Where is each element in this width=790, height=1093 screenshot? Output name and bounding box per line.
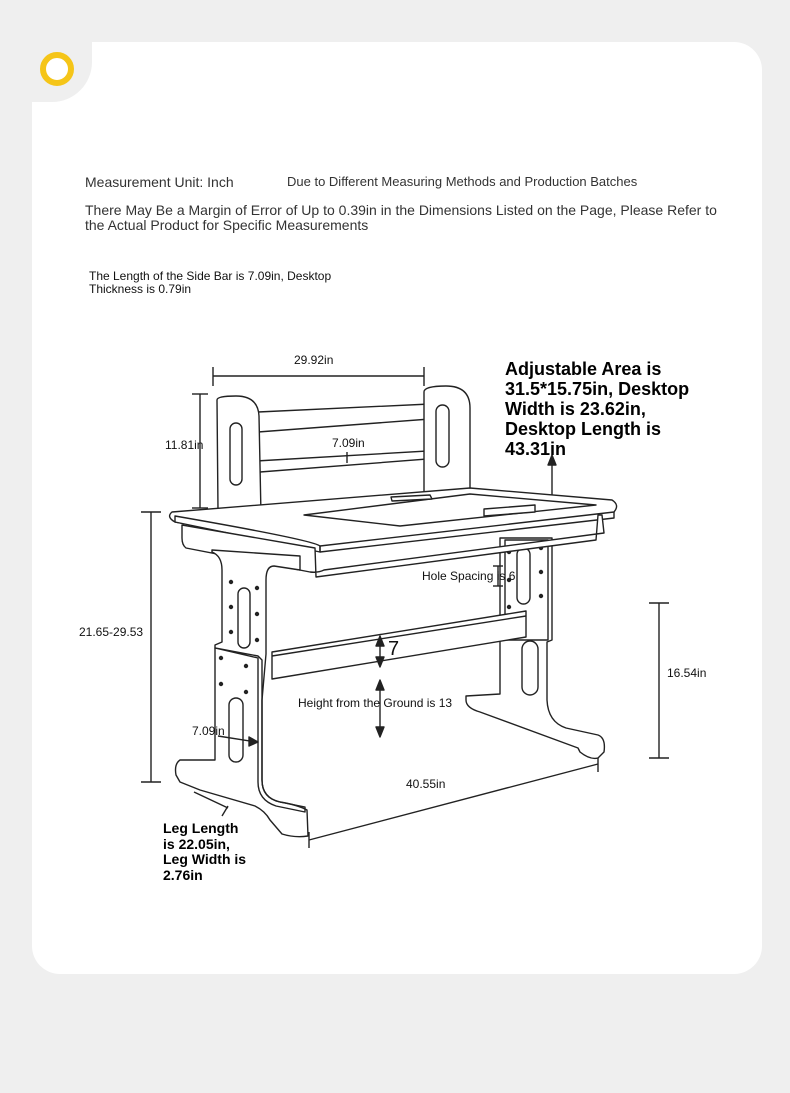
base-length-label: 40.55in [406,777,446,791]
leg-height-label: 16.54in [667,666,707,680]
desk-height-dimension [141,512,161,782]
shelf-back [258,404,430,432]
leg-height-dimension [649,603,669,758]
left-leg [176,550,309,837]
unit-label: Measurement Unit: Inch [85,174,234,190]
desk-height-label: 21.65-29.53 [79,625,144,639]
shelf-depth-label: 7.09in [332,436,365,450]
base-length-dimension [309,756,598,848]
shelf-left-side [217,396,261,515]
crossbar-gap-label: 7 [388,638,400,660]
method-note: Due to Different Measuring Methods and Production Batches [287,174,638,189]
shelf-height-label: 11.81in [165,438,204,452]
hole-spacing-label: Hole Spacing is 6 [422,569,516,583]
side-bar-note: The Length of the Side Bar is 7.09in, Desktop Thickness is 0.79in [89,269,332,296]
shelf-width-dimension [213,367,424,386]
shelf-width-label: 29.92in [294,353,334,367]
adjustable-area-note: Adjustable Area is 31.5*15.75in, Desktop Width is 23.62in, Desktop Length is 43.31in [505,359,690,459]
error-note: There May Be a Margin of Error of Up to 0.39in in the Dimensions Listed on the Page, Please Refer to the Actual Product for Specific Measurements [85,202,717,233]
adjustable-arrow [548,455,556,498]
foot-width-label: 7.09in [192,724,225,738]
crossbar-height-label: Height from the Ground is 13 [298,696,453,710]
shelf-right-side [424,386,470,495]
leg-note: Leg Length is 22.05in, Leg Width is 2.76in [163,820,247,883]
